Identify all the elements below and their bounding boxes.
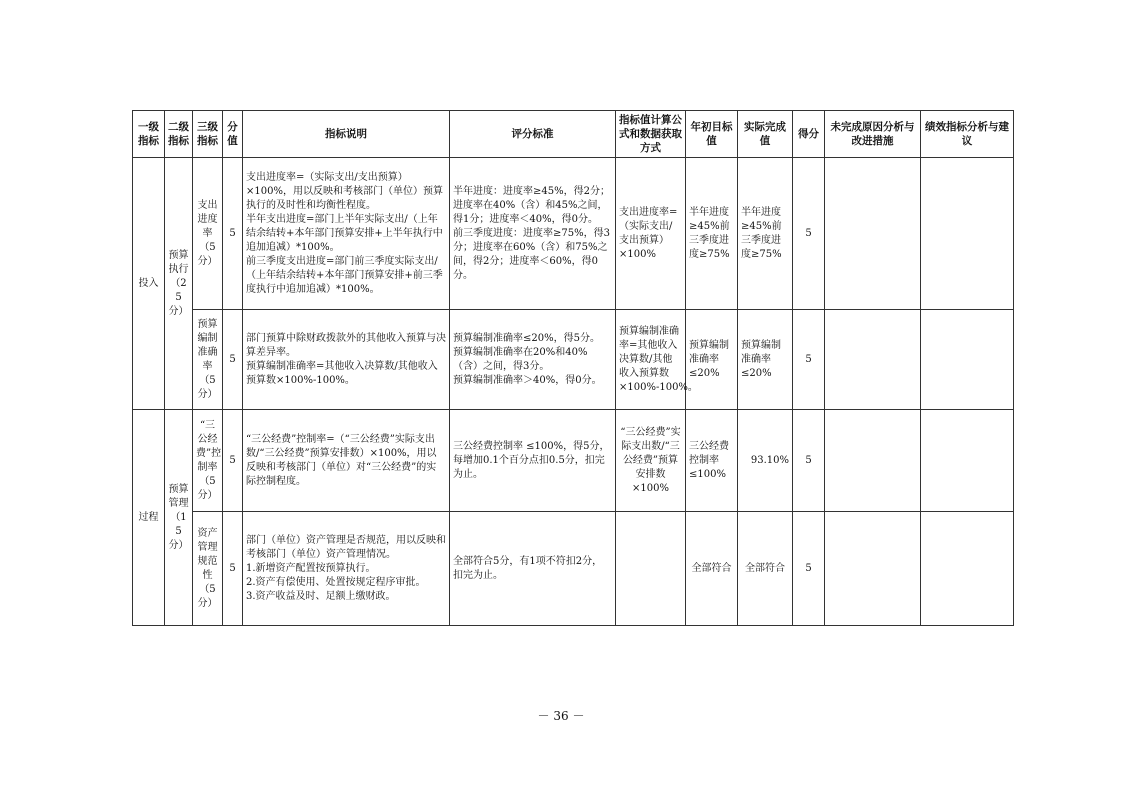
level2-cell: 预算执行（25分）: [165, 158, 193, 410]
standard-cell: 全部符合5分，有1项不符扣2分，扣完为止。: [450, 512, 616, 626]
table-row: [133, 410, 1014, 512]
level2-cell: 预算管理（15分）: [165, 410, 193, 626]
header-level1: 一级指标: [133, 111, 165, 158]
level3-cell: 资产管理规范性（5分）: [193, 512, 223, 626]
header-level2: 二级指标: [165, 111, 193, 158]
target-cell: 三公经费控制率≤100%: [686, 410, 738, 512]
header-level3: 三级指标: [193, 111, 223, 158]
level1-cell: 过程: [133, 410, 165, 626]
score-cell: 5: [223, 410, 243, 512]
page-number: － 36 －: [537, 709, 585, 723]
advice-cell: [921, 158, 1014, 310]
score-cell: 5: [223, 512, 243, 626]
advice-cell: [921, 512, 1014, 626]
header-advice: 绩效指标分析与建议: [921, 111, 1014, 158]
header-points: 得分: [793, 111, 825, 158]
table-row: [133, 310, 1014, 410]
score-cell: 5: [223, 310, 243, 410]
level3-cell: “三公经费”控制率（5分）: [193, 410, 223, 512]
header-row: [133, 111, 1014, 158]
formula-cell: [616, 512, 686, 626]
table-row: [133, 512, 1014, 626]
standard-cell: 半年进度：进度率≥45%，得2分；进度率在40%（含）和45%之间，得1分；进度率＜40%，得0分。 前三季度进度：进度率≥75%，得3分；进度率在60%（含）和75%之间，得2分；进度率＜60%，得0分。: [450, 158, 616, 310]
score-cell: 5: [223, 158, 243, 310]
reason-cell: [825, 512, 921, 626]
points-cell: 5: [793, 158, 825, 310]
header-reason: 未完成原因分析与改进措施: [825, 111, 921, 158]
actual-cell: 半年进度≥45%前三季度进度≥75%: [738, 158, 793, 310]
standard-cell: 三公经费控制率 ≤100%，得5分，每增加0.1个百分点扣0.5分，扣完为止。: [450, 410, 616, 512]
target-cell: 全部符合: [686, 512, 738, 626]
advice-cell: [921, 410, 1014, 512]
standard-cell: 预算编制准确率≤20%，得5分。 预算编制准确率在20%和40%（含）之间，得3分。 预算编制准确率＞40%，得0分。: [450, 310, 616, 410]
formula-cell: “三公经费”实际支出数/“三公经费”预算安排数×100%: [616, 410, 686, 512]
level1-cell: 投入: [133, 158, 165, 410]
reason-cell: [825, 158, 921, 310]
description-cell: 支出进度率=（实际支出/支出预算）×100%，用以反映和考核部门（单位）预算执行的及时性和均衡性程度。 半年支出进度=部门上半年实际支出/（上年结余结转+本年部门预算安排+上半年执行中追加追减）*100%。 前三季度支出进度=部门前三季度实际支出/（上年结余结转+本年部门预算安排+前三季度执行中追加追减）*100%。: [243, 158, 450, 310]
table-row: [133, 158, 1014, 310]
actual-cell: 预算编制准确率≤20%: [738, 310, 793, 410]
reason-cell: [825, 310, 921, 410]
header-description: 指标说明: [243, 111, 450, 158]
advice-cell: [921, 310, 1014, 410]
points-cell: 5: [793, 310, 825, 410]
header-score: 分值: [223, 111, 243, 158]
target-cell: 预算编制准确率≤20%: [686, 310, 738, 410]
header-standard: 评分标准: [450, 111, 616, 158]
formula-cell: 预算编制准确率=其他收入决算数/其他收入预算数×100%-100%。: [616, 310, 686, 410]
points-cell: 5: [793, 512, 825, 626]
points-cell: 5: [793, 410, 825, 512]
header-target: 年初目标值: [686, 111, 738, 158]
reason-cell: [825, 410, 921, 512]
actual-cell: 全部符合: [738, 512, 793, 626]
actual-cell: 93.10%: [738, 410, 793, 512]
description-cell: 部门（单位）资产管理是否规范，用以反映和考核部门（单位）资产管理情况。 1.新增资产配置按预算执行。 2.资产有偿使用、处置按规定程序审批。 3.资产收益及时、足额上缴财政。: [243, 512, 450, 626]
target-cell: 半年进度≥45%前三季度进度≥75%: [686, 158, 738, 310]
description-cell: 部门预算中除财政拨款外的其他收入预算与决算差异率。 预算编制准确率=其他收入决算数/其他收入预算数×100%-100%。: [243, 310, 450, 410]
level3-cell: 预算编制准确率（5分）: [193, 310, 223, 410]
level3-cell: 支出进度率（5分）: [193, 158, 223, 310]
performance-indicator-table: [132, 110, 1014, 626]
formula-cell: 支出进度率=（实际支出/支出预算）×100%: [616, 158, 686, 310]
description-cell: “三公经费”控制率=（“三公经费”实际支出数/“三公经费”预算安排数）×100%，用以反映和考核部门（单位）对“三公经费”的实际控制程度。: [243, 410, 450, 512]
header-actual: 实际完成值: [738, 111, 793, 158]
header-formula: 指标值计算公式和数据获取方式: [616, 111, 686, 158]
